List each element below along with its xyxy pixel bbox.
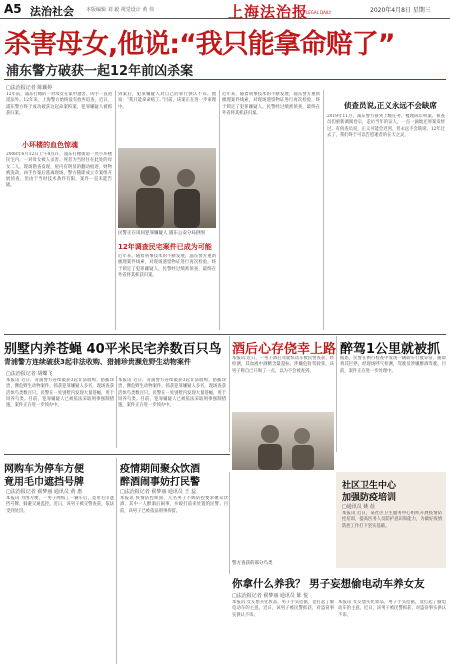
lead-body-2: 近年来，随着刑事技术的不断发展，浦东警方重新梳理案件线索，对现场遗留物证进行再次检验，终于锁定了犯罪嫌疑人。民警经过缜密侦查，最终在外省将其抓获归案。: [118, 254, 216, 278]
sidebar-title: 侦查员说,正义永远不会缺席: [344, 101, 437, 110]
story2-headline: 别墅内养苍蝇 40平米民宅养数百只鸟: [4, 342, 222, 357]
story3-headline: 酒后心存侥幸上路: [232, 342, 337, 357]
story5-body: 本报讯 为图方便，一男子网购了一辆车后，竟用毛巾遮挡号牌，躲避交通监控。近日，该男子被交警查获，依法受到处罚。: [6, 496, 114, 514]
column-rule: [229, 336, 230, 452]
story7-body: 本报讯 近日，某社区卫生服务中心组织开展疫情防控培训，提高医务人员防护意识和能力，为做好疫情防控工作打下坚实基础。: [342, 511, 442, 529]
column-rule: [116, 376, 117, 448]
story2-body: 本报讯 近日，青浦警方连续破获3起非法收购、猎捕珍贵、濒危野生动物案件，抓获犯罪嫌疑人多名，现场查获活体鸟类数百只。民警在一处别墅内发现大量苍蝇，用于饲养鸟类。目前，犯罪嫌疑人已被依法采取刑事强制措施，案件正在进一步侦办中。: [6, 378, 114, 409]
story4-headline: 醉驾1公里就被抓: [340, 342, 441, 357]
story3-photo: [232, 412, 334, 470]
story2-photo-caption: 警方查获的部分鸟类: [232, 561, 273, 566]
story6-headline: 疫情期间聚众饮酒: [120, 464, 200, 475]
lead-photo: [118, 148, 216, 228]
people-silhouette-icon: [118, 148, 216, 228]
story8-body: 本报讯 女友想买化妆品，男子手头拮据，竟打起了偷电动车的主意。近日，该男子被民警抓获，对盗窃事实供认不讳。: [232, 600, 334, 618]
story7-byline: □通讯员 姚 蓓: [342, 504, 375, 510]
lead-body-1: 2008年6月12日上午8点许，浦东打赌街道一处小环楼民宅内，一对母女被人杀害。死者为当时住在此处的母女二人。现场勘查发现，屋内有明显的翻动痕迹，财物被洗劫，凶手作案后逃离现场。警方随即成立专案组开展侦查，但由于当时技术条件有限，案件一直未能告破。: [6, 152, 112, 189]
story8-headline: 你拿什么养我？ 男子妄想偷电动车养女友: [232, 578, 425, 590]
story2-deck: 青浦警方连续破获3起非法收购、猎捕珍贵濒危野生动物案件: [4, 358, 191, 366]
lead-byline: □法治报记者 陈颖婷: [6, 85, 53, 91]
page-number: A5: [4, 2, 22, 16]
column-rule: [229, 472, 230, 574]
story7-headline: 社区卫生中心: [342, 481, 397, 491]
officer-icon: [232, 412, 334, 470]
column-rule: [323, 90, 324, 330]
section-title: 法治社会: [30, 5, 74, 18]
column-rule: [115, 90, 116, 330]
masthead: [0, 0, 450, 19]
story5-headline: 网购车为停车方便: [4, 464, 84, 475]
lead-intro: 12年前，浦东打赌的一对母女在家中遭害，凶手一直逍遥法外。12年来，上海警方始终没有放弃追查，近日，浦东警方终于成功破获这起命案积案，犯罪嫌疑人被抓获归案。: [6, 92, 112, 116]
lead-subhead: 浦东警方破获一起12年前凶杀案: [6, 64, 194, 79]
lead-body-3: 到案后，犯罪嫌疑人对自己的罪行供认不讳。他说：“我只能拿命赔了。”目前，该案正在进一步审理中。: [118, 92, 216, 110]
newspaper-logo: 上海法治报: [228, 3, 309, 21]
story8-body-continued: 本报讯 女友想买化妆品，男子手头拮据，竟打起了偷电动车的主意。近日，该男子被民警抓获，对盗窃事实供认不讳。: [338, 600, 446, 618]
column-rule: [219, 90, 220, 330]
story6-headline-2: 醉酒闹事妨打民警: [120, 477, 200, 488]
lead-subtitle-2: 12年调查民宅案件已成为可能: [118, 243, 212, 251]
lead-headline: 杀害母女,他说:“我只能拿命赔了”: [4, 29, 395, 60]
editor-credits: 本版编辑 刘 毅 视觉设计 黄 伟: [86, 7, 154, 13]
story4-body: 据悉，民警在例行检查中发现一辆轿车行驶异常，随即将其拦停。经现场呼气检测，驾驶员涉嫌醉酒驾驶。目前，案件正在进一步处理中。: [340, 356, 446, 374]
lead-subtitle-1: 小环楼的血色惊魂: [22, 141, 78, 149]
sidebar-body: 2019年11月，浦东警方接到上级任务，梳理陈年积案。侦查员们重新调阅卷宗，走访当年的证人，一点一滴地还原案发经过。有侦查员说，正义可能会迟到，但永远不会缺席。12年过去了，我们终于可以告慰逝者的在天之灵。: [327, 114, 445, 138]
story5-byline: □法治报记者 翟梦丽 通讯员 黄 惠: [6, 489, 83, 495]
story7-headline-2: 加强防疫培训: [342, 493, 397, 503]
story2-body-continued: 本报讯 近日，青浦警方连续破获3起非法收购、猎捕珍贵、濒危野生动物案件，抓获犯罪嫌疑人多名，现场查获活体鸟类数百只。民警在一处别墅内发现大量苍蝇，用于饲养鸟类。目前，犯罪嫌疑人已被依法采取刑事强制措施，案件正在进一步侦办中。: [118, 378, 226, 409]
lead-photo-caption: 民警正在讯问犯罪嫌疑人 浦东公安分局供图: [118, 231, 205, 236]
issue-date: 2020年4月8日 星期三: [370, 7, 431, 14]
logo-subtitle: LEGAL DAILY: [306, 10, 332, 15]
story6-body: 本报讯 疫情防控期间，几名男子不顾防控要求聚众饮酒，其中一人醉酒后闹事，并殴打前来处置的民警。目前，该男子已被依法刑事拘留。: [120, 496, 228, 514]
story8-byline: □法治报记者 翟梦丽 通讯员 陈 悦: [232, 593, 309, 599]
story5-headline-2: 竟用毛巾遮挡号牌: [4, 477, 84, 488]
divider: [4, 454, 230, 455]
divider: [4, 79, 446, 80]
story6-byline: □法治报记者 翟梦丽 通讯员 王 蕊: [120, 489, 197, 495]
story3-body: 本报讯 近日，一男子酒后驾驶机动车被民警查获，经检测，其血液中酒精含量超标，涉嫌危险驾驶罪。该男子称自己只喝了一点，以为不会被查到。: [232, 356, 334, 374]
column-rule: [116, 458, 117, 664]
lead-body-continued: 近年来，随着刑事技术的不断发展，浦东警方重新梳理案件线索，对现场遗留物证进行再次检验，终于锁定了犯罪嫌疑人。民警经过缜密侦查，最终在外省将其抓获归案。: [222, 92, 320, 116]
divider: [4, 334, 446, 335]
column-rule: [336, 336, 337, 452]
story2-byline: □法治报记者 胡蝶飞: [6, 371, 53, 377]
